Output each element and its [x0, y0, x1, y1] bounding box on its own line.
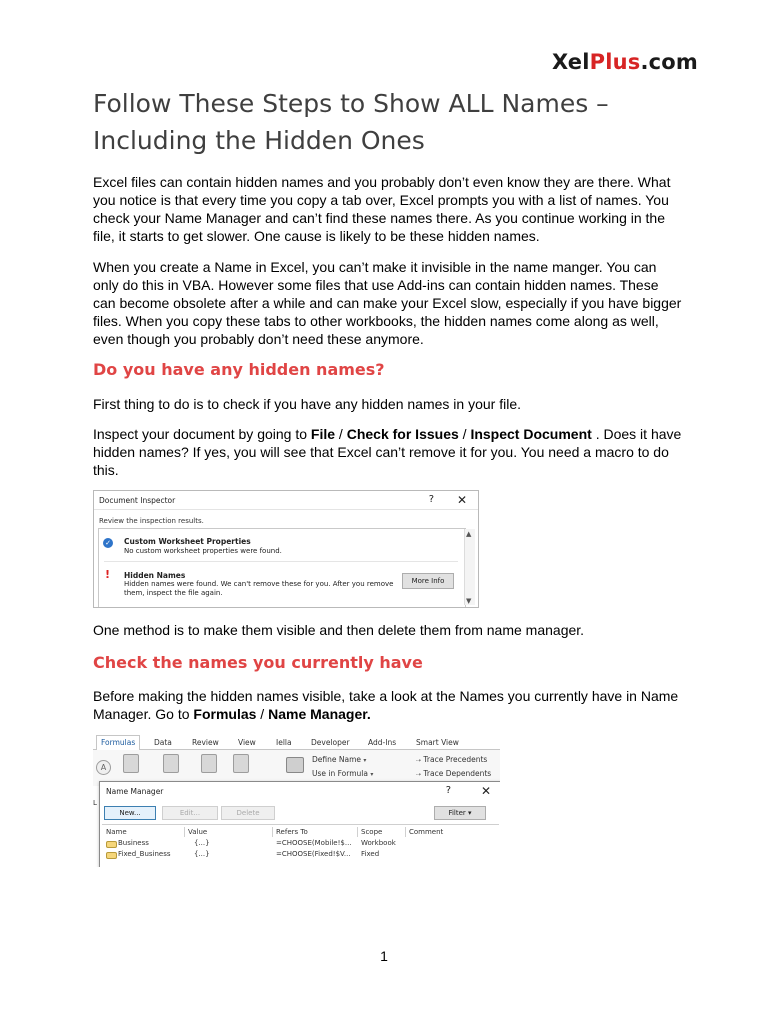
page-number: 1 — [380, 948, 388, 964]
help-icon[interactable]: ? — [445, 785, 451, 796]
name-manager-dialog — [99, 781, 500, 867]
column-header-comment[interactable]: Comment — [409, 828, 444, 836]
column-header-value[interactable]: Value — [188, 828, 208, 836]
menu-path-formulas: Formulas — [193, 706, 257, 722]
menu-path-inspect-document: Inspect Document — [470, 426, 592, 442]
method-paragraph: One method is to make them visible and then delete them from name manager. — [93, 622, 585, 638]
result-title-hidden-names: Hidden Names — [124, 571, 186, 580]
define-name-button[interactable]: Define Name ▾ — [312, 755, 367, 764]
name-tag-icon — [106, 852, 117, 859]
use-in-formula-button[interactable]: Use in Formula ▾ — [312, 769, 374, 778]
more-info-button[interactable]: More Info — [402, 573, 454, 589]
table-row-scope: Workbook — [361, 839, 396, 847]
result-title-custom-properties: Custom Worksheet Properties — [124, 537, 251, 546]
xelplus-logo: XelPlus.com — [551, 50, 698, 74]
help-icon[interactable]: ? — [428, 494, 434, 505]
date-time-icon[interactable] — [233, 754, 249, 773]
column-divider — [405, 827, 406, 837]
table-row-value: {...} — [194, 839, 210, 847]
name-manager-ribbon-icon[interactable] — [286, 757, 304, 773]
menu-path-check-for-issues: Check for Issues — [346, 426, 459, 442]
close-icon[interactable]: ✕ — [480, 784, 491, 798]
check-circle-icon: ✓ — [103, 538, 113, 548]
inspector-title: Document Inspector — [99, 496, 176, 505]
inspect-paragraph: Inspect your document by going to File / Check for Issues / Inspect Document . Does it have hidden names? If yes, you will see that Excel can’t remove it for you. You need a macro to do this. — [93, 426, 682, 478]
tab-data[interactable]: Data — [154, 738, 172, 747]
section-heading-check-names: Check the names you currently have — [93, 653, 423, 672]
column-header-name[interactable]: Name — [106, 828, 127, 836]
inspector-subtitle: Review the inspection results. — [99, 517, 204, 525]
tab-formulas[interactable]: Formulas — [96, 735, 140, 751]
close-icon[interactable]: ✕ — [456, 493, 467, 507]
table-row-name[interactable]: Fixed_Business — [118, 850, 171, 858]
title-line-2: Including the Hidden Ones — [93, 126, 425, 155]
filter-button[interactable]: Filter ▾ — [434, 806, 486, 820]
table-row-refers-to: =CHOOSE(Mobile!$... — [276, 839, 352, 847]
inspector-scrollbar[interactable] — [464, 529, 475, 605]
names-list — [102, 824, 499, 867]
section-heading-hidden-names: Do you have any hidden names? — [93, 360, 385, 379]
before-making-paragraph: Before making the hidden names visible, take a look at the Names you currently have in Name Manager. Go to Formulas / Name Manager. — [93, 688, 679, 722]
column-divider — [272, 827, 273, 837]
title-line-1: Follow These Steps to Show ALL Names – — [93, 89, 609, 118]
column-header-refers-to[interactable]: Refers To — [276, 828, 308, 836]
tab-review[interactable]: Review — [192, 738, 219, 747]
tab-smart-view[interactable]: Smart View — [416, 738, 459, 747]
trace-precedents-button[interactable]: ⇢ Trace Precedents — [416, 755, 488, 764]
tab-developer[interactable]: Developer — [311, 738, 350, 747]
scroll-up-icon[interactable]: ▲ — [466, 530, 472, 538]
logical-icon[interactable] — [163, 754, 179, 773]
autosum-icon[interactable]: A — [96, 760, 111, 775]
trace-dependents-button[interactable]: ⇢ Trace Dependents — [416, 769, 492, 778]
exclamation-icon: ! — [105, 568, 111, 581]
table-row-scope: Fixed — [361, 850, 380, 858]
cell-fragment: L — [93, 799, 97, 807]
delete-name-button[interactable]: Delete — [221, 806, 275, 820]
table-row-refers-to: =CHOOSE(Fixed!$V... — [276, 850, 351, 858]
table-row-value: {...} — [194, 850, 210, 858]
page-title — [93, 85, 693, 159]
edit-name-button[interactable]: Edit... — [162, 806, 218, 820]
intro-paragraph: Excel files can contain hidden names and you probably don’t even know they are there. What you notice is that every time you copy a tab over, Excel prompts you with a list of names. You check your Name Manager and can’t find these names there. As you continue working in the file, it starts to get slower. One cause is likely to be these hidden names. — [93, 174, 671, 244]
table-row-name[interactable]: Business — [118, 839, 149, 847]
first-thing-paragraph: First thing to do is to check if you have any hidden names in your file. — [93, 396, 522, 412]
result-desc-hidden-names-2: them, inspect the file again. — [124, 589, 223, 597]
inspector-titlebar — [94, 491, 478, 510]
function-library-icon[interactable] — [123, 754, 139, 773]
tab-iella[interactable]: Iella — [276, 738, 292, 747]
ribbon-tabs — [93, 733, 500, 750]
column-divider — [357, 827, 358, 837]
vba-paragraph: When you create a Name in Excel, you can’t make it invisible in the name manger. You can only do this in VBA. However some files that use Add-ins can contain hidden names. These can become obsolete after a while and can make your Excel slow, especially if you have bigger files. When you copy these tabs to other workbooks, the hidden names come along as well, even though you probably don’t need these anymore. — [93, 259, 682, 347]
new-name-button[interactable]: New... — [104, 806, 156, 820]
scroll-down-icon[interactable]: ▼ — [466, 597, 472, 605]
menu-path-name-manager: Name Manager. — [268, 706, 371, 722]
result-divider — [104, 561, 458, 562]
document-inspector-screenshot — [93, 490, 479, 608]
result-desc-custom-properties: No custom worksheet properties were found. — [124, 547, 282, 555]
tab-add-ins[interactable]: Add-Ins — [368, 738, 397, 747]
name-manager-screenshot — [93, 733, 500, 867]
dialog-title: Name Manager — [106, 787, 164, 796]
column-header-scope[interactable]: Scope — [361, 828, 383, 836]
tab-view[interactable]: View — [238, 738, 256, 747]
text-function-icon[interactable] — [201, 754, 217, 773]
result-desc-hidden-names-1: Hidden names were found. We can't remove these for you. After you remove — [124, 580, 394, 588]
name-tag-icon — [106, 841, 117, 848]
menu-path-file: File — [310, 426, 336, 442]
column-divider — [184, 827, 185, 837]
